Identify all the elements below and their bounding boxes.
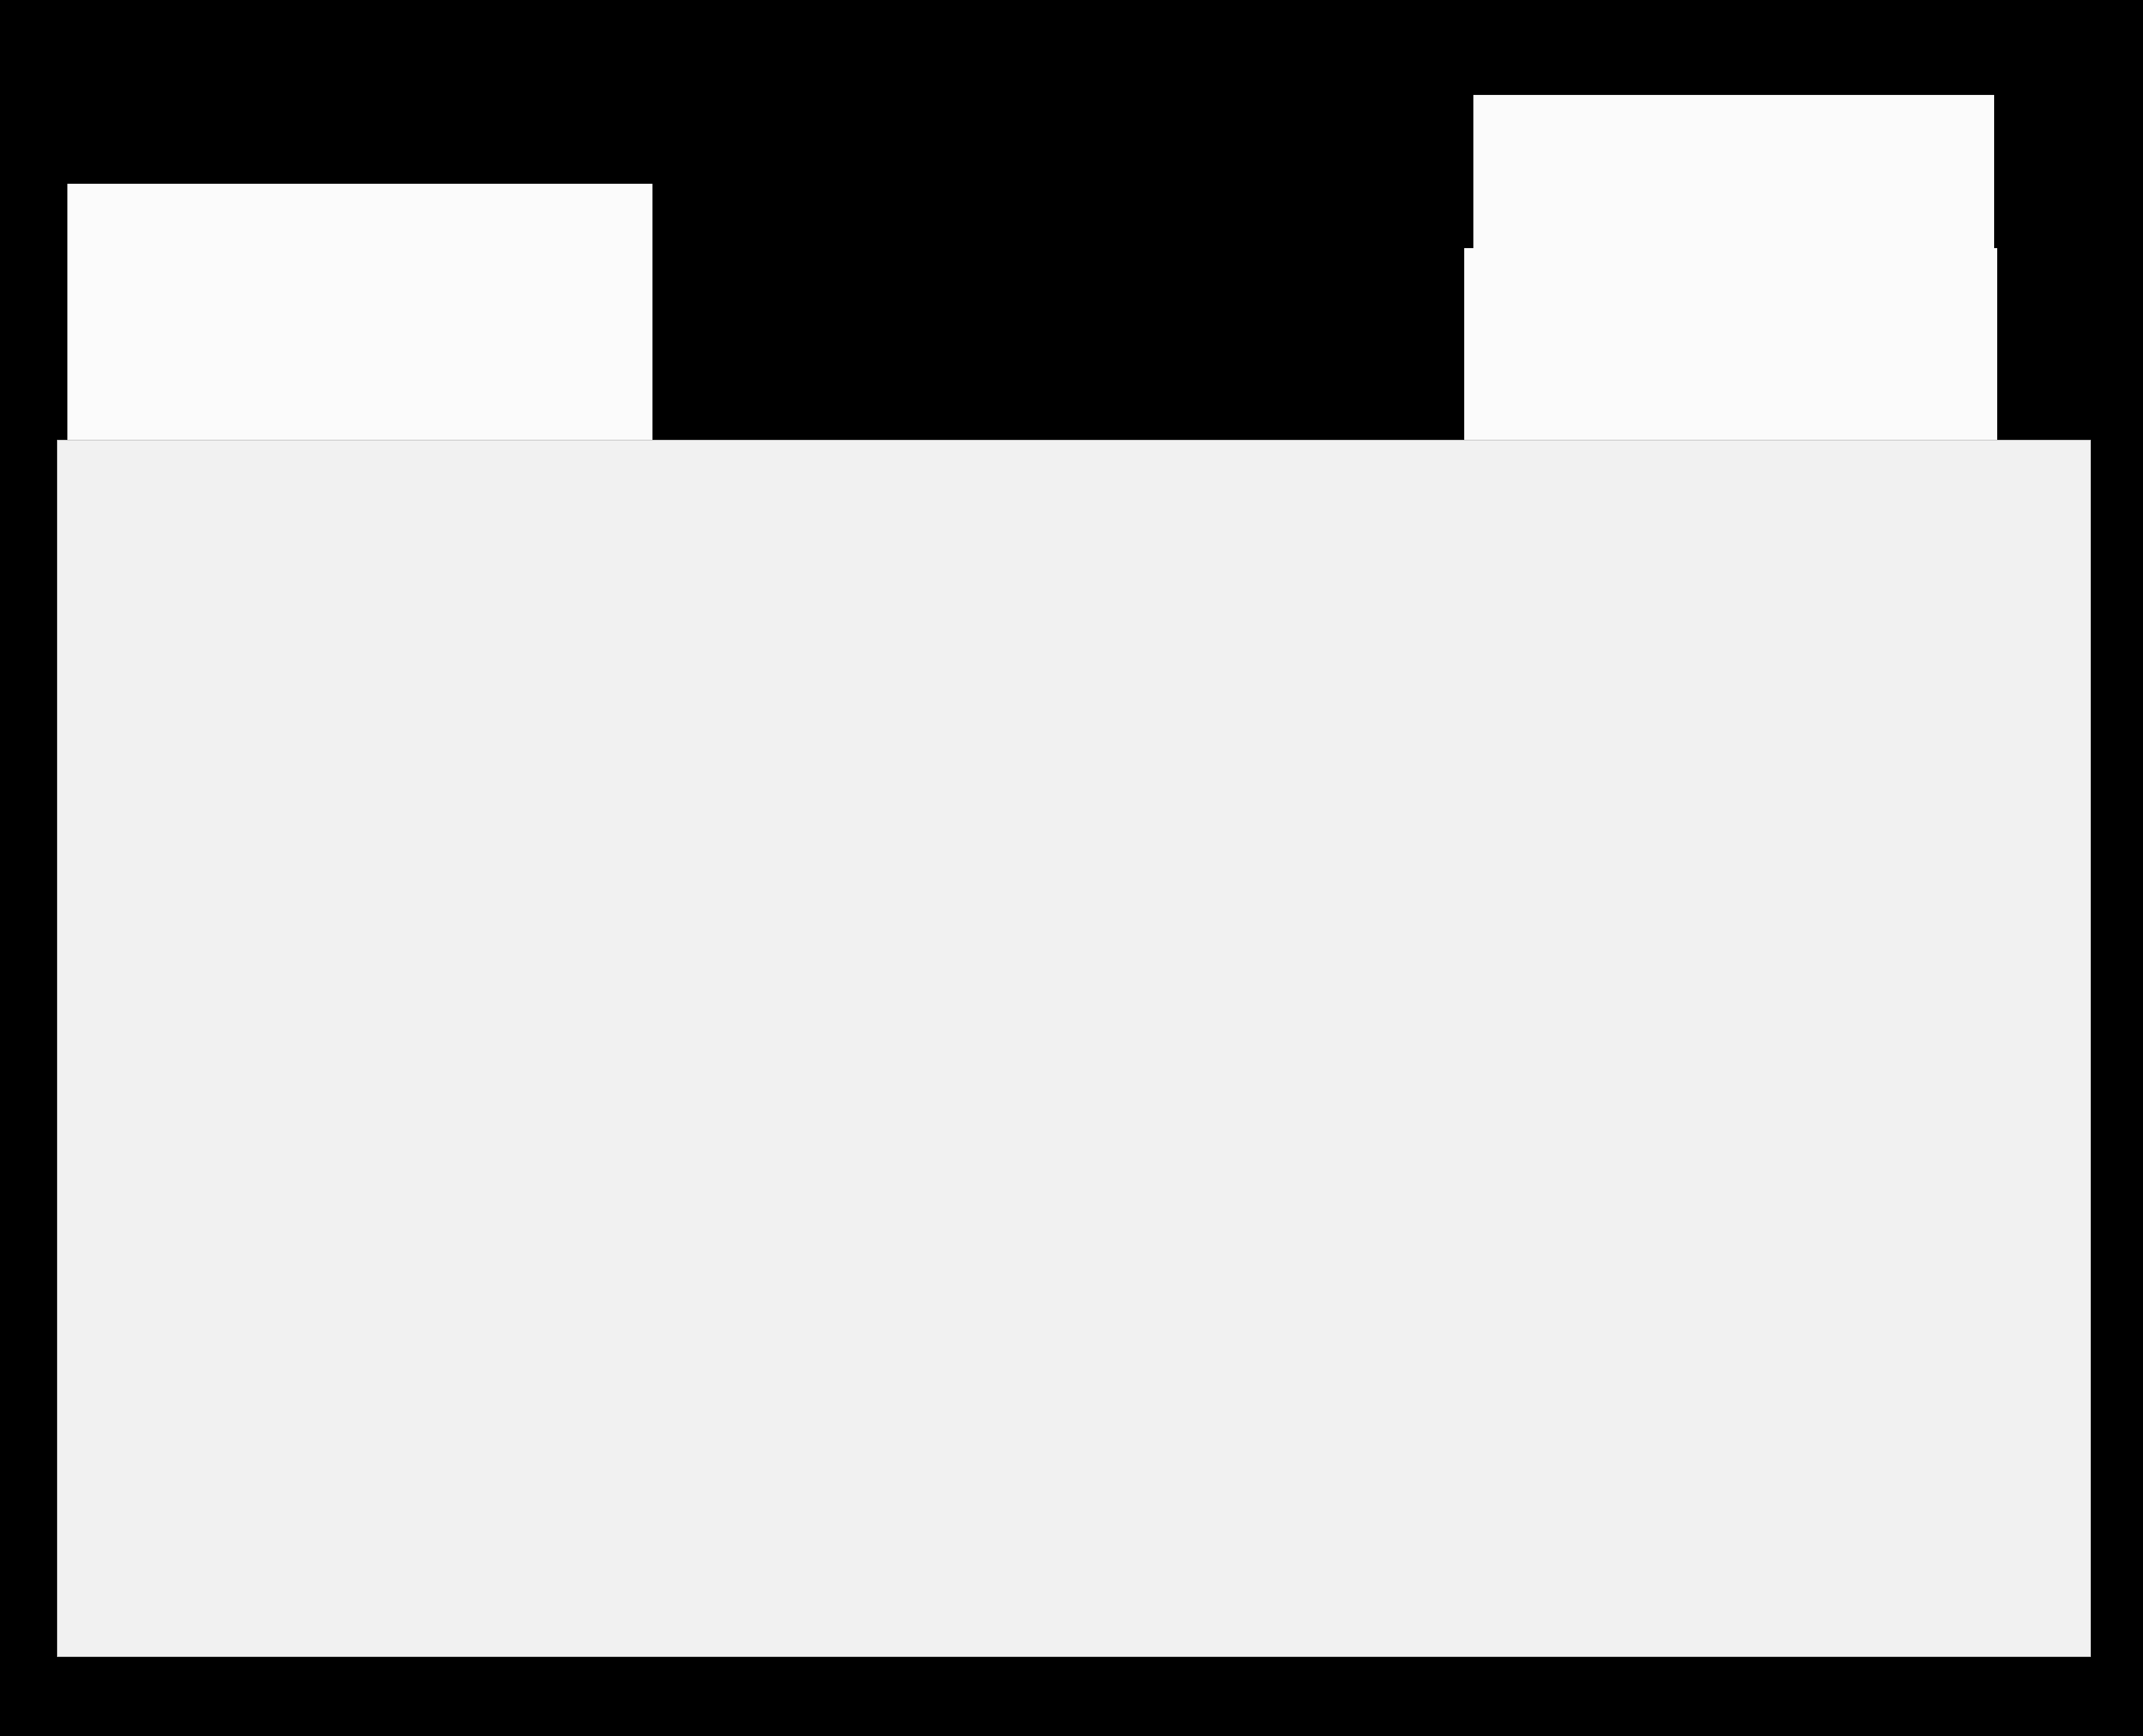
damaged-label [1464,248,1997,444]
census-form-sheet [57,440,2091,1657]
census-form-grid [97,482,2082,1621]
pencil-writing-label [67,184,652,441]
bleed-through-label [1473,95,1994,248]
